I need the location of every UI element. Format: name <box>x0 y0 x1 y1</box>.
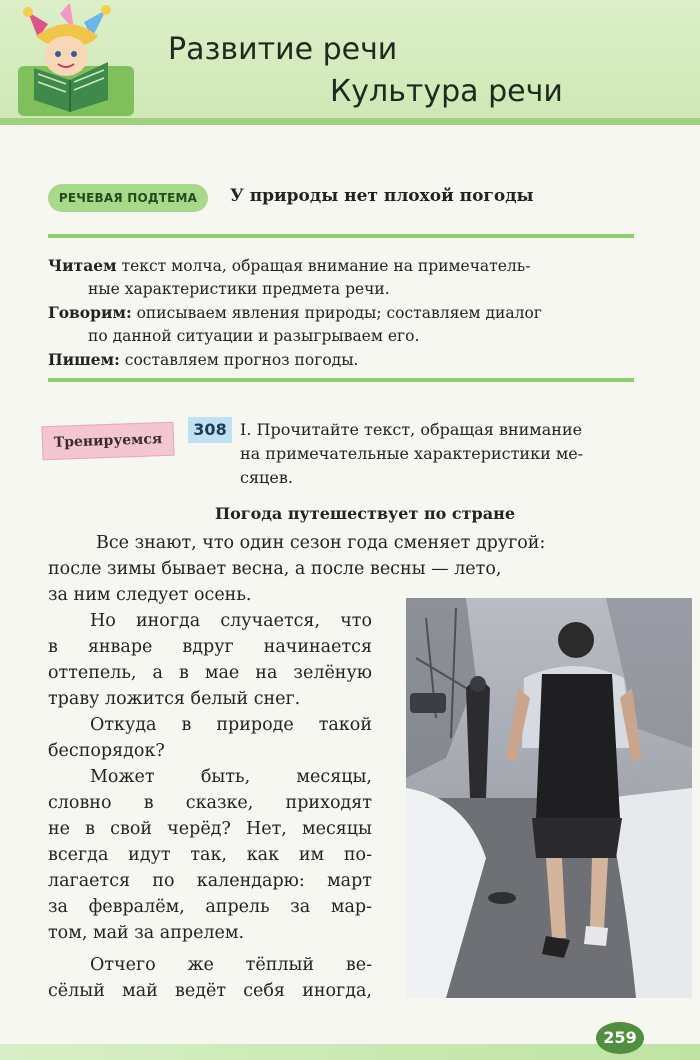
goal-label: Читаем <box>48 256 117 275</box>
text-line: не в свой черёд? Нет, месяцы <box>48 819 372 839</box>
text-line: оттепель, а в мае на зелёную <box>48 663 372 683</box>
instruction-line: I. Прочитайте текст, обращая внимание <box>240 420 583 439</box>
header-rule <box>0 118 700 125</box>
text-line: после зимы бывает весна, а после весны — лето, <box>48 559 502 579</box>
text-line: за февралём, апрель за мар- <box>48 897 372 917</box>
instruction-line: на примечательные характеристики ме- <box>240 444 584 463</box>
goal-text: описываем явления природы; составляем диалог <box>131 304 542 322</box>
goal-writing <box>48 348 638 372</box>
text-line: Все знают, что один сезон года сменяет другой: <box>96 533 546 553</box>
goal-label: Говорим: <box>48 303 132 322</box>
subtopic-title: У природы нет плохой погоды <box>230 186 534 206</box>
divider-bottom <box>48 378 634 382</box>
goal-text-cont: ные характеристики предмета речи. <box>88 280 390 298</box>
goal-text: текст молча, обращая внимание на примечатель- <box>116 257 531 275</box>
story-paragraph-3 <box>48 712 372 764</box>
goal-speaking <box>48 301 638 325</box>
text-line: лагается по календарю: март <box>48 871 372 891</box>
text-line: том, май за апрелем. <box>48 923 245 943</box>
text-line: беспорядок? <box>48 741 165 761</box>
goal-text-cont: по данной ситуации и разыгрываем его. <box>88 327 420 345</box>
jester-reading-book-icon <box>8 4 136 116</box>
text-line: траву ложится белый снег. <box>48 689 301 709</box>
text-line: Но иногда случается, что <box>90 611 372 631</box>
instruction-line: сяцев. <box>240 468 293 487</box>
text-line: Может быть, месяцы, <box>90 767 372 787</box>
training-badge: Тренируемся <box>41 422 174 461</box>
snowy-street-photo <box>406 598 692 998</box>
text-line: словно в сказке, приходят <box>48 793 372 813</box>
text-line: Отчего же тёплый ве- <box>90 955 372 975</box>
exercise-instruction <box>240 418 636 490</box>
text-line: сёлый май ведёт себя иногда, <box>48 981 372 1001</box>
story-paragraph-5 <box>48 952 372 1004</box>
exercise-number: 308 <box>188 417 232 443</box>
lesson-goals <box>48 254 638 372</box>
page-title-line2: Культура речи <box>330 74 563 109</box>
text-line: в январе вдруг начинается <box>48 637 372 657</box>
text-line: за ним следует осень. <box>48 585 252 605</box>
story-paragraph-4 <box>48 764 372 946</box>
subtopic-badge: РЕЧЕВАЯ ПОДТЕМА <box>48 184 208 212</box>
page-title-line1: Развитие речи <box>168 32 398 67</box>
goal-label: Пишем: <box>48 350 120 369</box>
text-line: всегда идут так, как им по- <box>48 845 372 865</box>
page-number-badge: 259 <box>596 1022 644 1054</box>
text-line: Откуда в природе такой <box>90 715 372 735</box>
story-paragraph-1 <box>48 530 634 608</box>
bottom-band <box>0 1044 700 1060</box>
goal-reading <box>48 254 638 278</box>
story-paragraph-2 <box>48 608 372 712</box>
story-title: Погода путешествует по стране <box>214 504 515 523</box>
goal-text: составляем прогноз погоды. <box>119 351 359 369</box>
divider-top <box>48 234 634 238</box>
